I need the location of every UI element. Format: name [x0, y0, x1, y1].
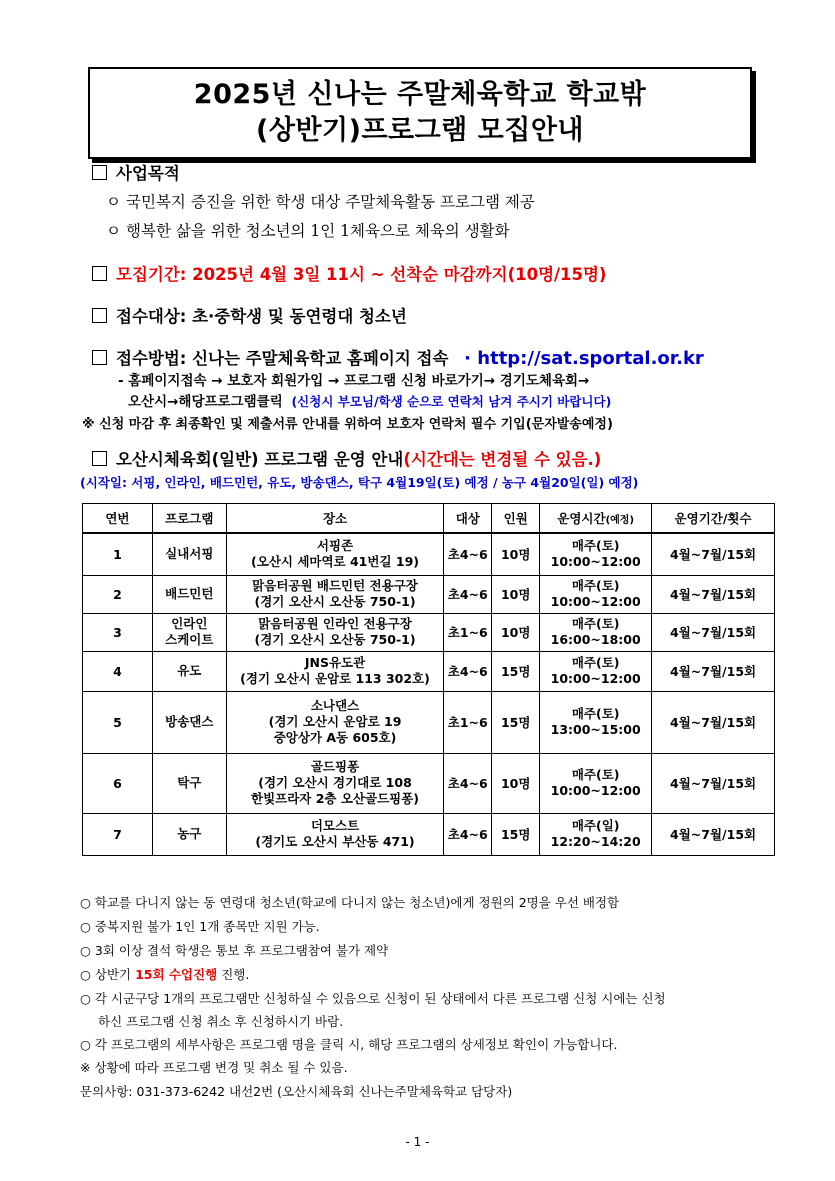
- recruit-period-text: 모집기간: 2025년 4월 3일 11시 ~ 선착순 마감까지(10명/15명): [116, 265, 607, 284]
- header-target: 대상: [444, 504, 492, 534]
- cell-period: 4월~7월/15회: [652, 613, 775, 651]
- header-time: [540, 504, 652, 534]
- note-4: [80, 965, 249, 983]
- cell-time: 매주(일) 12:20~14:20: [540, 813, 652, 855]
- cell-capacity: 10명: [492, 753, 540, 813]
- operation-heading-note: (시간대는 변경될 수 있음.): [403, 450, 602, 469]
- cell-program[interactable]: 농구: [152, 813, 226, 855]
- homepage-link[interactable]: · http://sat.sportal.or.kr: [464, 348, 704, 369]
- checkbox-square-icon: [92, 308, 107, 323]
- table-header-row: [83, 504, 775, 534]
- cell-no: 1: [83, 533, 153, 575]
- contact-info: 문의사항: 031-373-6242 내선2번 (오산시체육회 신나는주말체육학교 담당자): [80, 1084, 513, 1099]
- cell-program[interactable]: 실내서핑: [152, 533, 226, 575]
- cell-capacity: 10명: [492, 533, 540, 575]
- apply-target: [92, 303, 407, 327]
- note-5a: ○ 각 시군구당 1개의 프로그램만 신청하실 수 있음으로 신청이 된 상태에서 다른 프로그램 신청 시에는 신청: [80, 991, 666, 1006]
- header-no: 연번: [83, 504, 153, 534]
- note-2: ○ 중복지원 불가 1인 1개 종목만 지원 가능.: [80, 919, 320, 934]
- note-4-post: 진행.: [217, 967, 250, 982]
- recruit-period: [92, 261, 606, 285]
- cell-place: 소나댄스 (경기 오산시 운암로 19 중앙상가 A동 605호): [226, 691, 444, 753]
- cell-no: 2: [83, 575, 153, 613]
- table-row: [83, 691, 775, 753]
- cell-capacity: 15명: [492, 651, 540, 691]
- cell-program[interactable]: 방송댄스: [152, 691, 226, 753]
- cell-place: 맑음터공원 인라인 전용구장 (경기 오산시 오산동 750-1): [226, 613, 444, 651]
- cell-time: 매주(토) 10:00~12:00: [540, 575, 652, 613]
- cell-period: 4월~7월/15회: [652, 691, 775, 753]
- checkbox-square-icon: [92, 266, 107, 281]
- apply-method-text: 접수방법: 신나는 주말체육학교 홈페이지 접속: [116, 349, 449, 368]
- cell-target: 초4~6: [444, 753, 492, 813]
- header-time-text: 운영시간: [557, 511, 606, 526]
- purpose-heading-text: 사업목적: [116, 164, 180, 183]
- header-place: 장소: [226, 504, 444, 534]
- cell-capacity: 15명: [492, 691, 540, 753]
- cell-capacity: 15명: [492, 813, 540, 855]
- cell-no: 3: [83, 613, 153, 651]
- cell-program[interactable]: 유도: [152, 651, 226, 691]
- cell-target: 초1~6: [444, 613, 492, 651]
- header-program: 프로그램: [152, 504, 226, 534]
- cell-no: 4: [83, 651, 153, 691]
- cell-period: 4월~7월/15회: [652, 533, 775, 575]
- table-row: [83, 613, 775, 651]
- schedule-note: (시작일: 서핑, 인라인, 배드민턴, 유도, 방송댄스, 탁구 4월19일(토) 예정 / 농구 4월20일(일) 예정): [80, 475, 639, 490]
- title-line-2: (상반기)프로그램 모집안내: [256, 115, 584, 146]
- table-row: [83, 651, 775, 691]
- operation-heading: [92, 446, 601, 470]
- note-1: ○ 학교를 다니지 않는 동 연령대 청소년(학교에 다니지 않는 청소년)에게 정원의 2명을 우선 배정함: [80, 895, 620, 910]
- note-4-highlight: 15회 수업진행: [135, 967, 218, 982]
- table-row: [83, 753, 775, 813]
- note-3: ○ 3회 이상 결석 학생은 통보 후 프로그램참여 불가 제약: [80, 943, 389, 958]
- purpose-item-1: [106, 190, 535, 212]
- cell-target: 초4~6: [444, 533, 492, 575]
- program-table: [82, 503, 775, 856]
- cell-period: 4월~7월/15회: [652, 753, 775, 813]
- cell-period: 4월~7월/15회: [652, 651, 775, 691]
- checkbox-square-icon: [92, 165, 107, 180]
- cell-target: 초4~6: [444, 575, 492, 613]
- table-row: [83, 813, 775, 855]
- cell-time: 매주(토) 10:00~12:00: [540, 753, 652, 813]
- checkbox-square-icon: [92, 350, 107, 365]
- checkbox-square-icon: [92, 451, 107, 466]
- purpose-item-text: 국민복지 증진을 위한 학생 대상 주말체육활동 프로그램 제공: [126, 193, 535, 211]
- cell-time: 매주(토) 10:00~12:00: [540, 533, 652, 575]
- apply-notice: ※ 신청 마감 후 최종확인 및 제출서류 안내를 위하여 보호자 연락처 필수 기입(문자발송예정): [82, 417, 613, 432]
- header-capacity: 인원: [492, 504, 540, 534]
- cell-program[interactable]: 배드민턴: [152, 575, 226, 613]
- bullet-mark: ㅇ: [106, 222, 121, 240]
- cell-period: 4월~7월/15회: [652, 575, 775, 613]
- purpose-heading: [92, 160, 180, 184]
- apply-step-1: - 홈페이지접속 → 보호자 회원가입 → 프로그램 신청 바로가기→ 경기도체육회→: [118, 373, 590, 389]
- header-period: 운영기간/횟수: [652, 504, 775, 534]
- cell-program[interactable]: 탁구: [152, 753, 226, 813]
- cell-capacity: 10명: [492, 575, 540, 613]
- cell-target: 초4~6: [444, 651, 492, 691]
- purpose-item-text: 행복한 삶을 위한 청소년의 1인 1체육으로 체육의 생활화: [126, 222, 510, 240]
- cell-target: 초1~6: [444, 691, 492, 753]
- cell-place: JNS유도관 (경기 오산시 운암로 113 302호): [226, 651, 444, 691]
- cell-time: 매주(토) 10:00~12:00: [540, 651, 652, 691]
- cell-place: 더모스트 (경기도 오산시 부산동 471): [226, 813, 444, 855]
- cell-no: 7: [83, 813, 153, 855]
- note-6: ○ 각 프로그램의 세부사항은 프로그램 명을 클릭 시, 해당 프로그램의 상세정보 확인이 가능합니다.: [80, 1037, 618, 1052]
- cell-time: 매주(토) 16:00~18:00: [540, 613, 652, 651]
- bullet-mark: ㅇ: [106, 193, 121, 211]
- table-row: [83, 533, 775, 575]
- apply-step-2-text: 오산시→해당프로그램클릭: [128, 394, 283, 410]
- header-time-suffix: (예정): [605, 515, 635, 526]
- cell-period: 4월~7월/15회: [652, 813, 775, 855]
- apply-target-text: 접수대상: 초·중학생 및 동연령대 청소년: [116, 307, 407, 326]
- cell-no: 6: [83, 753, 153, 813]
- note-7: ※ 상황에 따라 프로그램 변경 및 취소 될 수 있음.: [80, 1060, 348, 1075]
- cell-target: 초4~6: [444, 813, 492, 855]
- purpose-item-2: [106, 219, 510, 241]
- cell-program[interactable]: 인라인 스케이트: [152, 613, 226, 651]
- cell-no: 5: [83, 691, 153, 753]
- operation-heading-text: 오산시체육회(일반) 프로그램 운영 안내: [116, 450, 404, 469]
- cell-capacity: 10명: [492, 613, 540, 651]
- apply-step-2: [128, 390, 611, 410]
- note-4-pre: ○ 상반기: [80, 967, 136, 982]
- cell-place: 골드핑퐁 (경기 오산시 경기대로 108 한빛프라자 2층 오산골드핑퐁): [226, 753, 444, 813]
- title-box: [88, 67, 752, 159]
- note-5b: 하신 프로그램 신청 취소 후 신청하시기 바람.: [98, 1014, 344, 1029]
- cell-place: 서핑존 (오산시 세마역로 41번길 19): [226, 533, 444, 575]
- title-line-1: 2025년 신나는 주말체육학교 학교밖: [193, 79, 647, 110]
- apply-step-2-note: (신청시 부모님/학생 순으로 연락처 남겨 주시기 바랍니다): [291, 394, 612, 409]
- cell-time: 매주(토) 13:00~15:00: [540, 691, 652, 753]
- apply-method: [92, 345, 704, 369]
- page-number: - 1 -: [405, 1135, 430, 1149]
- cell-place: 맑음터공원 배드민턴 전용구장 (경기 오산시 오산동 750-1): [226, 575, 444, 613]
- table-row: [83, 575, 775, 613]
